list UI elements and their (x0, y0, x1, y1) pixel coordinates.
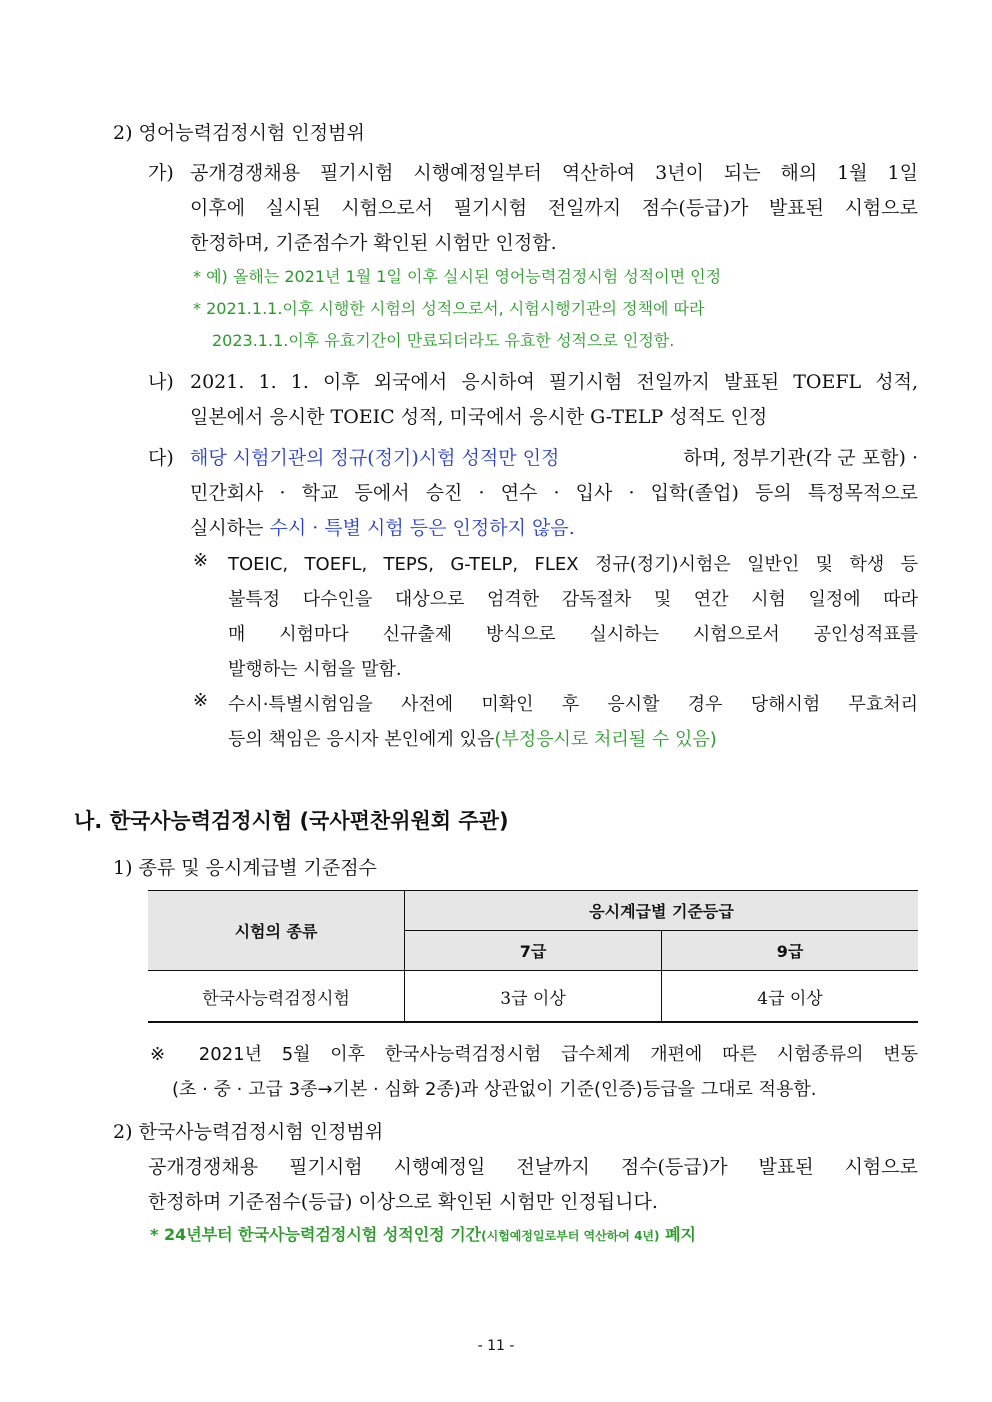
item-ga-note2a: * 2021.1.1.이후 시행한 시험의 성적으로서, 시험시행기관의 정책에 따라 (193, 299, 705, 318)
item-ga-marker: 가) (148, 162, 174, 184)
ref1-line2: 불특정 다수인을 대상으로 엄격한 감독절차 및 연간 시험 일정에 따라 (228, 589, 918, 610)
final-note-c: 폐지 (659, 1225, 696, 1244)
item-ga-line1: 공개경쟁채용 필기시험 시행예정일부터 역산하여 3년이 되는 해의 1월 1일 (190, 162, 918, 184)
grade-table (148, 891, 918, 1021)
table-bottom-rule (148, 1021, 918, 1023)
td-exam-name: 한국사능력검정시험 (148, 971, 405, 1022)
item-da-line3-blue: 수시 · 특별 시험 등은 인정하지 않음. (269, 517, 575, 539)
ref2-line2-plain: 등의 책임은 응시자 본인에게 있음 (228, 729, 495, 750)
ref2-line1: 수시·특별시험임을 사전에 미확인 후 응시할 경우 당해시험 무효처리 (228, 694, 918, 715)
th-grade-group: 응시계급별 기준등급 (405, 891, 919, 931)
item-da-line1 (190, 443, 918, 470)
section-b-note-line2: (초 · 중 · 고급 3종→기본 · 심화 2종)과 상관없이 기준(인증)등급을 그대로 적용함. (172, 1079, 817, 1100)
item-da-line2: 민간회사 · 학교 등에서 승진 · 연수 · 입사 · 입학(졸업) 등의 특정목적으로 (190, 482, 918, 504)
section-2-title: 2) 영어능력검정시험 인정범위 (113, 122, 365, 144)
th-grade-7: 7급 (405, 931, 662, 971)
ref1-line3: 매 시험마다 신규출제 방식으로 실시하는 시험으로서 공인성적표를 (228, 624, 918, 645)
ref1-line4: 발행하는 시험을 말함. (228, 659, 402, 680)
th-grade-9: 9급 (662, 931, 919, 971)
section-b-sub2: 2) 한국사능력검정시험 인정범위 (113, 1121, 384, 1143)
item-na-marker: 나) (148, 371, 174, 393)
section-b-sub2-line1: 공개경쟁채용 필기시험 시행예정일 전날까지 점수(등급)가 발표된 시험으로 (148, 1156, 918, 1178)
item-ga-note1: * 예) 올해는 2021년 1월 1일 이후 실시된 영어능력검정시험 성적이면 인정 (193, 267, 722, 286)
item-ga-line3: 한정하며, 기준점수가 확인된 시험만 인정함. (190, 232, 557, 254)
item-da-line1-blue: 해당 시험기관의 정규(정기)시험 성적만 인정 (190, 447, 560, 469)
td-grade-7: 3급 이상 (405, 971, 662, 1022)
final-note-b: (시험예정일로부터 역산하여 4년) (481, 1229, 660, 1243)
section-b-sub1: 1) 종류 및 응시계급별 기준점수 (113, 857, 377, 879)
ref2-mark: ※ (193, 690, 209, 711)
ref1-mark: ※ (193, 550, 209, 571)
item-na-line2: 일본에서 응시한 TOEIC 성적, 미국에서 응시한 G-TELP 성적도 인정 (190, 406, 768, 428)
item-ga-line2: 이후에 실시된 시험으로서 필기시험 전일까지 점수(등급)가 발표된 시험으로 (190, 197, 918, 219)
section-b-heading: 나. 한국사능력검정시험 (국사편찬위원회 주관) (74, 809, 509, 833)
item-da-line1-rest: 하며, 정부기관(각 군 포함) · (683, 447, 918, 469)
th-exam-type: 시험의 종류 (148, 891, 405, 971)
section-b-sub2-line2: 한정하며 기준점수(등급) 이상으로 확인된 시험만 인정됩니다. (148, 1191, 658, 1213)
page-number: - 11 - (477, 1338, 515, 1354)
section-b-note-line1: ※ 2021년 5월 이후 한국사능력검정시험 급수체계 개편에 따른 시험종류의 변동 (150, 1044, 918, 1065)
td-grade-9: 4급 이상 (662, 971, 919, 1022)
ref1-line1: TOEIC, TOEFL, TEPS, G-TELP, FLEX 정규(정기)시험은 일반인 및 학생 등 (228, 554, 918, 575)
final-note (150, 1222, 696, 1245)
ref2-line2 (228, 725, 717, 751)
final-note-a: * 24년부터 한국사능력검정시험 성적인정 기간 (150, 1225, 482, 1244)
table-row (148, 971, 918, 1022)
item-da-marker: 다) (148, 447, 174, 469)
item-ga-note2b: 2023.1.1.이후 유효기간이 만료되더라도 유효한 성적으로 인정함. (212, 331, 675, 350)
item-da-line3-plain: 실시하는 (190, 517, 270, 539)
item-da-line3 (190, 513, 575, 540)
ref2-line2-green: (부정응시로 처리될 수 있음) (494, 729, 717, 750)
item-na-line1: 2021. 1. 1. 이후 외국에서 응시하여 필기시험 전일까지 발표된 TOEFL 성적, (190, 371, 918, 393)
